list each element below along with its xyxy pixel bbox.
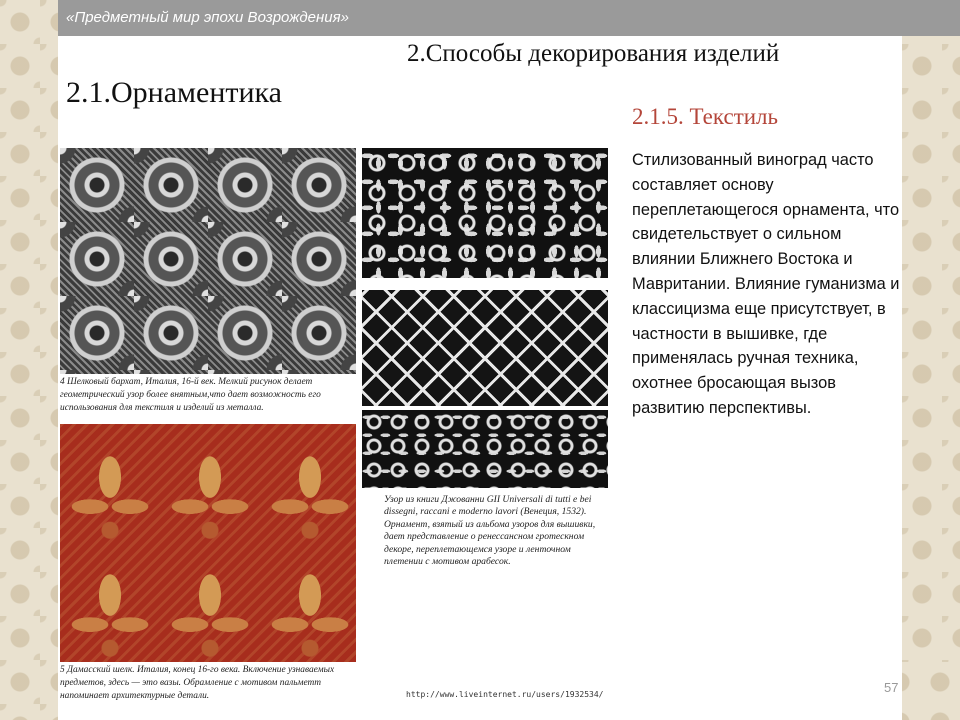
section-title: 2.Способы декорирования изделий bbox=[407, 40, 780, 67]
source-url: http://www.liveinternet.ru/users/1932534/ bbox=[406, 690, 604, 699]
header-bar bbox=[58, 0, 960, 36]
damask-silk-image bbox=[60, 424, 356, 662]
body-text: Стилизованный виноград часто составляет основу переплетающегося орнамента, что свидетельствует о сильном влиянии Ближнего Востока и Мавритании. Влияние гуманизма и классицизма еще присутствует, в частности в вышивке, где применялась ручная техника, охотнее бросающая вызов развитию перспективы. bbox=[632, 151, 900, 417]
topic-title: 2.1.5. Текстиль bbox=[632, 104, 779, 129]
silk-velvet-image bbox=[60, 148, 356, 374]
interlace-pattern-image bbox=[362, 290, 608, 406]
grotesque-pattern-image bbox=[362, 148, 608, 278]
slide-number: 57 bbox=[884, 680, 899, 695]
ornament-border-right bbox=[902, 0, 960, 720]
subsection-title: 2.1.Орнаментика bbox=[66, 76, 282, 109]
arabesque-pattern-image bbox=[362, 410, 608, 488]
velvet-caption: 4 Шелковый бархат, Италия, 16-й век. Мелкий рисунок делает геометрический узор более внятным,что дает возможность его использования для текстиля и изделий из металла. bbox=[60, 377, 321, 413]
pattern-caption: Узор из книги Джованни GII Universali di tutti e bei dissegni, raccani e moderno lavori (Венеция, 1532). Орнамент, взятый из альбома узоров для вышивки, дает представление о ренессансном гротескном декоре, переплетающемся узоре и ленточном плетении с мотивом арабесок. bbox=[384, 494, 596, 568]
damask-caption: 5 Дамасский шелк. Италия, конец 16-го века. Включение узнаваемых предметов, здесь — это вазы. Обрамление с мотивом пальметт напоминает архитектурные детали. bbox=[60, 665, 335, 701]
ornament-border-left bbox=[0, 0, 58, 720]
series-title: «Предметный мир эпохи Возрождения» bbox=[66, 9, 349, 26]
